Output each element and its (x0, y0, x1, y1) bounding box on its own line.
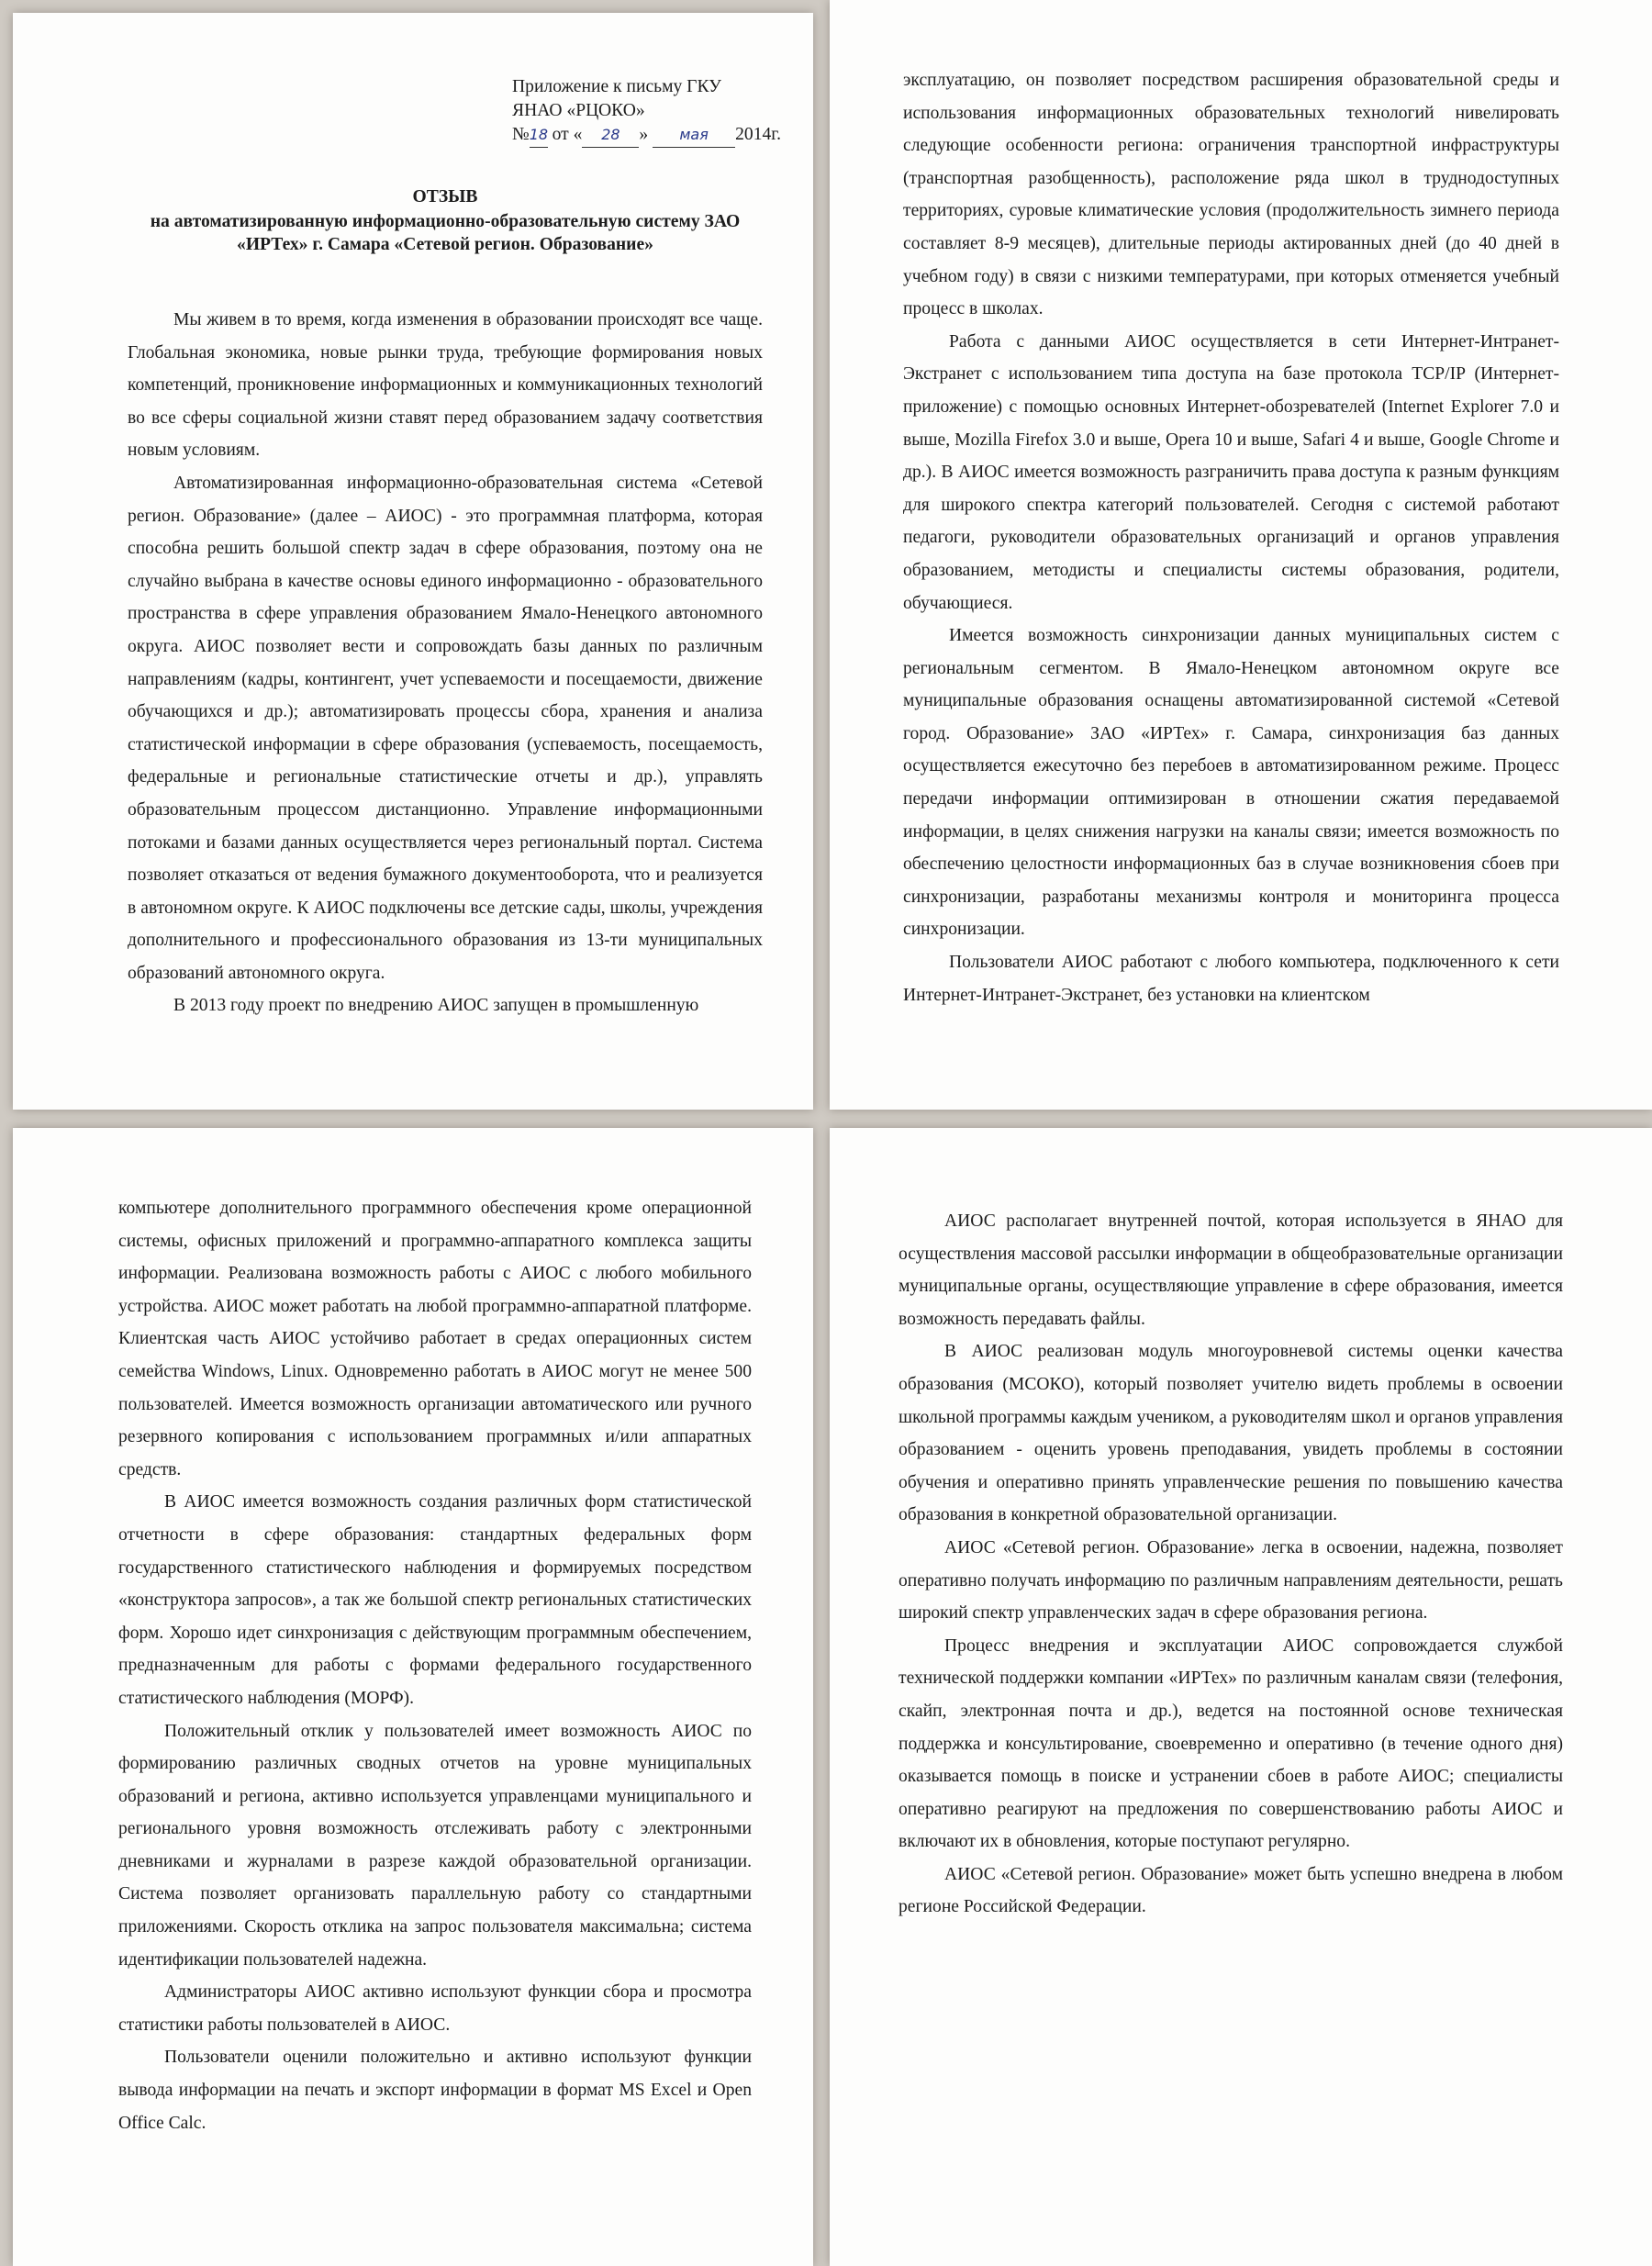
letter-day-handwritten: 28 (582, 123, 639, 148)
appendix-line-3 (512, 123, 781, 148)
paragraph: АИОС «Сетевой регион. Образование» может быть успешно внедрена в любом регионе Российской Федерации. (899, 1864, 1563, 1917)
page-1 (13, 13, 813, 1110)
paragraph: АИОС «Сетевой регион. Образование» легка в освоении, надежна, позволяет оперативно получать информацию по различным направлениям деятельности, решать широкий спектр управленческих задач в сфере образования региона. (899, 1537, 1563, 1624)
paragraph: Имеется возможность синхронизации данных муниципальных систем с региональным сегментом. В Ямало-Ненецком автономном округе все муниципальные образования оснащены автоматизированной системой «Сетевой город. Образование» ЗАО «ИРТех» г. Самара, синхронизация баз данных осуществляется ежесуточно без перебоев в автоматизированном режиме. Процесс передачи информации оптимизирован в отношении сжатия передаваемой информации, в целях снижения нагрузки на каналы связи; имеется возможность по обеспечению целостности информационных баз в случае возникновения сбоев при синхронизации, разработаны механизмы контроля и мониторинга процесса синхронизации. (903, 626, 1559, 940)
page-4 (830, 1128, 1652, 2266)
paragraph: В АИОС реализован модуль многоуровневой системы оценки качества образования (МСОКО), который позволяет учителю видеть проблемы в освоении школьной программы каждым учеником, а руководителям школ и органов управления образованием - оценить уровень преподавания, увидеть проблемы в состоянии обучения и оперативно принять управленческие решения по повышению качества образования в конкретной образовательной организации. (899, 1342, 1563, 1525)
paragraph: В 2013 году проект по внедрению АИОС запущен в промышленную (173, 996, 699, 1016)
page-3-body (118, 1192, 752, 2139)
document-title-block (128, 185, 763, 256)
letter-year: 2014г. (735, 125, 782, 144)
appendix-line-2: ЯНАО «РЦОКО» (512, 101, 645, 120)
paragraph: Автоматизированная информационно-образовательная система «Сетевой регион. Образование» (далее – АИОС) - это программная платформа, которая способна решить большой спектр задач в сфере образования, поэтому она не случайно выбрана в качестве основы единого информационно - образовательного пространства в сфере управления образованием Ямало-Ненецкого автономного округа. АИОС позволяет вести и сопровождать базы данных по различным направлениям (кадры, контингент, учет успеваемости и посещаемости, движение обучающихся и др.); автоматизировать процессы сбора, хранения и анализа статистической информации в сфере образования (успеваемость, посещаемость, федеральные и региональные статистические отчеты и др.), управлять образовательным процессом дистанционно. Управление информационными потоками и базами данных осуществляется через региональный портал. Система позволяет отказаться от ведения бумажного документооборота, что и реализуется в автономном округе. К АИОС подключены все детские сады, школы, учреждения дополнительного и профессионального образования из 13-ти муниципальных образований автономного округа. (128, 473, 763, 983)
document-title: ОТЗЫВ (412, 187, 478, 207)
paragraph: В АИОС имеется возможность создания различных форм статистической отчетности в сфере образования: стандартных федеральных форм государственного статистического наблюдения и формируемых посредством «конструктора запросов», а так же большой спектр региональных статистических форм. Хорошо идет синхронизация с действующим программным обеспечением, предназначенным для работы с формами федерального государственного статистического наблюдения (МОРФ). (118, 1492, 752, 1708)
number-label: № (512, 125, 530, 144)
page-2 (830, 0, 1652, 1110)
paragraph: АИОС располагает внутренней почтой, которая используется в ЯНАО для осуществления массовой рассылки информации в общеобразовательные организации муниципальные органы, осуществляющие управление в сфере образования, имеется возможность передавать файлы. (899, 1211, 1563, 1329)
paragraph: Пользователи АИОС работают с любого компьютера, подключенного к сети Интернет-Интранет-Экстранет, без установки на клиентском (903, 953, 1559, 1005)
paragraph: эксплуатацию, он позволяет посредством расширения образовательной среды и использования информационных образовательных технологий нивелировать следующие особенности региона: ограничения транспортной инфраструктуры (транспортная разобщенность), расположение ряда школ в труднодоступных территориях, суровые климатические условия (продолжительность зимнего периода составляет 8-9 месяцев), длительные периоды актированных дней (до 40 дней в учебном году) в связи с низкими температурами, при которых отменяется учебный процесс в школах. (903, 71, 1559, 319)
page-4-body (899, 1205, 1563, 1924)
paragraph: Положительный отклик у пользователей имеет возможность АИОС по формированию различных сводных отчетов на уровне муниципальных образований и региона, активно используется управленцами муниципального и регионального уровня возможность отслеживать работу с электронными дневниками и журналами в разрезе каждой образовательной организации. Система позволяет организовать параллельную работу со стандартными приложениями. Скорость отклика на запрос пользователя максимальна; система идентификации пользователей надежна. (118, 1721, 752, 1970)
from-label: от « (552, 125, 583, 144)
day-close-quote: » (639, 125, 649, 144)
letter-month-handwritten: мая (653, 123, 735, 148)
paragraph: Процесс внедрения и эксплуатации АИОС сопровождается службой технической поддержки компании «ИРТех» по различным каналам связи (телефония, скайп, электронная почта и др.), ведется на постоянной основе техническая поддержка и консультирование, своевременно и оперативно (в течение одного дня) оказывается помощь в поиске и устранении сбоев в работе АИОС; специалисты оперативно реагируют на предложения по совершенствованию работы АИОС и включают их в обновления, которые поступают регулярно. (899, 1635, 1563, 1852)
paragraph: Пользователи оценили положительно и активно используют функции вывода информации на печать и экспорт информации в формат MS Excel и Open Office Calc. (118, 2048, 752, 2133)
appendix-line-1: Приложение к письму ГКУ (512, 77, 722, 96)
page-1-body (128, 304, 763, 1022)
document-subtitle: на автоматизированную информационно-образовательную систему ЗАО «ИРТех» г. Самара «Сетевой регион. Образование» (150, 212, 741, 254)
letter-number-handwritten: 18 (530, 123, 548, 148)
appendix-header (512, 75, 781, 148)
page-2-body (903, 64, 1559, 1011)
paragraph: Мы живем в то время, когда изменения в образовании происходят все чаще. Глобальная экономика, новые рынки труда, требующие формирования новых компетенций, проникновение информационных и коммуникационных технологий во все сферы социальной жизни ставят перед образованием задачу соответствия новым условиям. (128, 310, 763, 461)
paragraph: Администраторы АИОС активно используют функции сбора и просмотра статистики работы пользователей в АИОС. (118, 1982, 752, 2035)
paragraph: Работа с данными АИОС осуществляется в сети Интернет-Интранет-Экстранет с использованием типа доступа на базе протокола TCP/IP (Интернет-приложение) с помощью основных Интернет-обозревателей (Internet Explorer 7.0 и выше, Mozilla Firefox 3.0 и выше, Opera 10 и выше, Safari 4 и выше, Google Chrome и др.). В АИОС имеется возможность разграничить права доступа к разным функциям для широкого спектра категорий пользователей. Сегодня с системой работают педагоги, руководители образовательных организаций и органов управления образованием, методисты и специалисты системы образования, родители, обучающиеся. (903, 331, 1559, 613)
paragraph: компьютере дополнительного программного обеспечения кроме операционной системы, офисных приложений и программно-аппаратного комплекса защиты информации. Реализована возможность работы с АИОС с любого мобильного устройства. АИОС может работать на любой программно-аппаратной платформе. Клиентская часть АИОС устойчиво работает в средах операционных систем семейства Windows, Linux. Одновременно работать в АИОС могут не менее 500 пользователей. Имеется возможность организации автоматического или ручного резервного копирования с использованием программных и/или аппаратных средств. (118, 1199, 752, 1479)
page-3 (13, 1128, 813, 2266)
